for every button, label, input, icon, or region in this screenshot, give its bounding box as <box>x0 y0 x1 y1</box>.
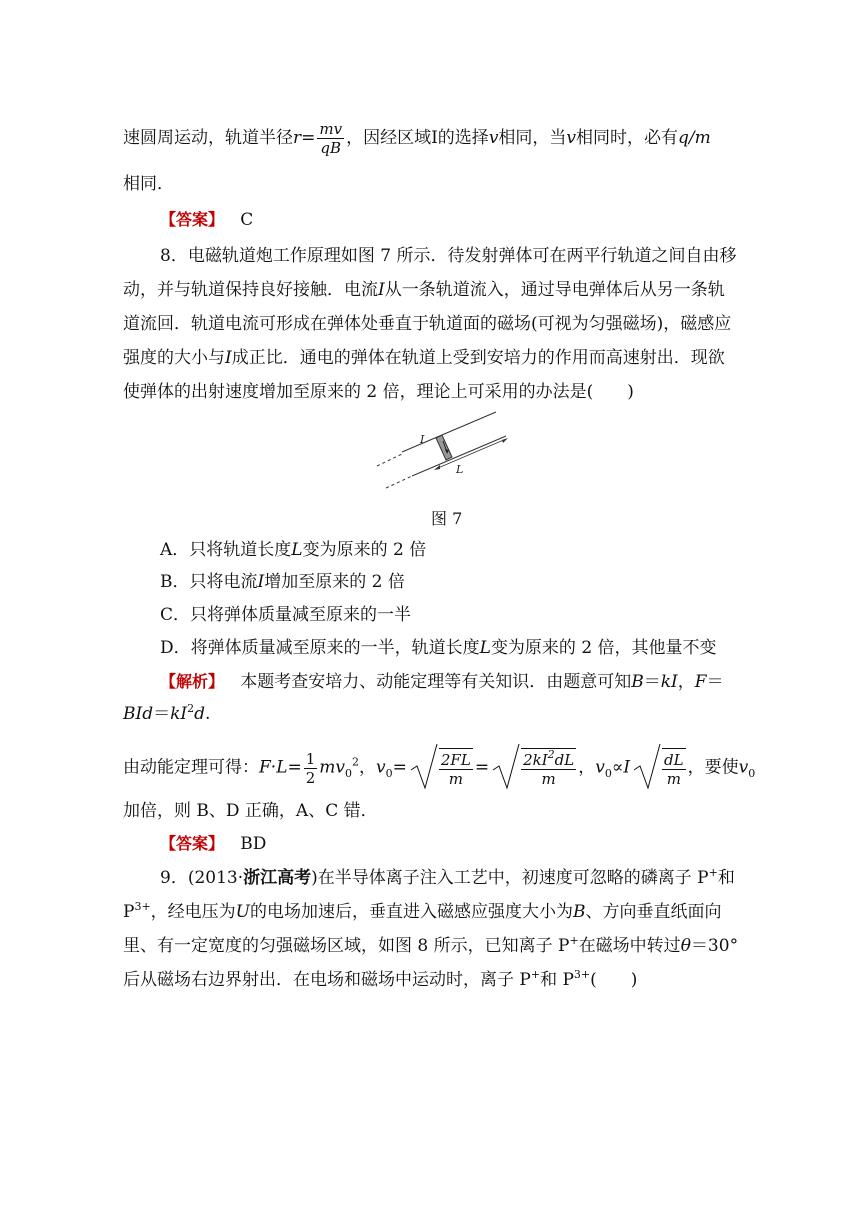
eq: = <box>287 757 302 778</box>
radical-sign <box>409 742 439 792</box>
var-v0: v <box>376 757 386 778</box>
option-a <box>160 538 426 562</box>
text: B．只将电流 <box>160 572 258 592</box>
text: A．只将轨道长度 <box>160 540 292 560</box>
comma: ， <box>359 757 377 778</box>
answer-tag: 【答案】 <box>160 210 225 229</box>
frac-den: m <box>541 770 556 788</box>
frac-num <box>521 748 576 770</box>
rail-gun-diagram <box>372 408 532 494</box>
text: 后从磁场右边界射出．在电场和磁场中运动时，离子 P <box>123 970 531 990</box>
fraction <box>662 748 686 788</box>
frac-num: mv <box>319 120 343 138</box>
var-I: I <box>257 572 265 592</box>
text: 强度的大小与 <box>123 348 225 368</box>
answer-7 <box>160 208 253 232</box>
rail-lower-dashed <box>386 476 412 488</box>
comma: ， <box>578 757 596 778</box>
var-L: L <box>479 638 491 658</box>
text: 动，并与轨道保持良好接触．电流 <box>123 280 378 300</box>
var-U: U <box>235 902 250 922</box>
text: 里、有一定宽度的匀强磁场区域，如图 8 所示，已知离子 P <box>123 936 570 956</box>
sup: + <box>569 934 579 947</box>
var-BId: BId <box>123 704 154 724</box>
text: P <box>123 902 135 922</box>
var-qm: q/m <box>678 128 711 148</box>
sup: 3+ <box>134 900 151 913</box>
text: 增加至原来的 2 倍 <box>264 572 405 592</box>
q9-line-1 <box>160 866 735 890</box>
sqrt-dL-m <box>632 748 686 788</box>
figure-7-rail-gun <box>372 408 532 498</box>
radical-sign <box>491 742 521 792</box>
q8-line-4 <box>123 346 725 370</box>
text: ( ) <box>590 970 638 990</box>
figure-caption: 图 7 <box>431 509 463 528</box>
var-B: B <box>573 902 586 922</box>
analysis-tag: 【解析】 <box>160 672 225 691</box>
sub: 0 <box>345 766 353 780</box>
text: 2kI <box>523 751 548 769</box>
text: ，经电压为 <box>150 902 236 922</box>
frac-den: qB <box>320 139 342 157</box>
var-v0: v <box>595 757 605 778</box>
rail-upper-dashed <box>377 454 402 466</box>
answer-8 <box>160 832 266 856</box>
q9-line-4 <box>123 968 637 992</box>
sup: 3+ <box>573 968 591 981</box>
frac-den: m <box>666 770 681 788</box>
eq: ＝ <box>706 672 724 692</box>
text: 变为原来的 2 倍，其他量不变 <box>490 638 717 658</box>
eq: = <box>474 757 490 778</box>
text: 和 <box>717 868 735 888</box>
sup: + <box>708 866 718 879</box>
frac-num: 1 <box>305 749 316 768</box>
radical-sign <box>632 742 662 792</box>
text: 变为原来的 2 倍 <box>302 540 427 560</box>
sub: 0 <box>385 766 393 780</box>
source-tag: 浙江高考 <box>243 868 312 888</box>
fraction <box>521 748 576 788</box>
option-b <box>160 570 405 594</box>
label-L: L <box>456 463 464 476</box>
prev-solution-line-1 <box>123 120 711 157</box>
text: 成正比．通电的弹体在轨道上受到安培力的作用而高速射出．现欲 <box>231 348 725 368</box>
sqrt-2FL-m <box>409 748 473 788</box>
eq: ＝ <box>643 672 661 692</box>
text: ＝30° <box>690 936 739 956</box>
text: ，因经区域Ⅰ的选择 <box>346 128 489 148</box>
option-d <box>160 636 717 660</box>
q8-line-3: 道流回．轨道电流可形成在弹体处垂直于轨道面的磁场(可视为匀强磁场)，磁感应 <box>123 314 732 334</box>
analysis-8-line-4: 加倍，则 B、D 正确，A、C 错． <box>123 801 378 821</box>
eq: = <box>392 757 407 778</box>
sup: 2 <box>547 748 555 761</box>
text: 在磁场中转过 <box>578 936 681 956</box>
text: 从一条轨道流入，通过导电弹体后从另一条轨 <box>384 280 725 300</box>
answer-value: BD <box>240 834 267 854</box>
analysis-8-line-1 <box>160 670 724 694</box>
eq: ＝ <box>153 704 171 724</box>
q8-line-5: 使弹体的出射速度增加至原来的 2 倍，理论上可采用的办法是( ) <box>123 382 634 402</box>
text: 相同，当 <box>498 128 567 148</box>
text: 9．(2013· <box>160 868 244 888</box>
text: )在半导体离子注入工艺中，初速度可忽略的磷离子 P <box>311 868 709 888</box>
q8-line-2 <box>123 278 725 302</box>
frac-num: 2FL <box>440 751 471 769</box>
var-I: I <box>378 280 385 300</box>
analysis-8-line-2 <box>123 702 210 726</box>
q8-line-1: 8．电磁轨道炮工作原理如图 7 所示．待发射弹体可在两平行轨道之间自由移 <box>160 246 737 266</box>
text: 、方向垂直纸面向 <box>585 902 722 922</box>
prev-solution-line-2: 相同． <box>123 174 174 194</box>
text: 的电场加速后，垂直进入磁感应强度大小为 <box>250 902 573 922</box>
text: 和 P <box>540 970 574 990</box>
var-kI: kI <box>660 672 678 692</box>
projectile <box>436 435 452 460</box>
var-v: v <box>488 128 499 148</box>
var-I: I <box>623 757 631 778</box>
frac-den: m <box>448 770 463 788</box>
frac-num: dL <box>664 751 684 769</box>
sub: 0 <box>604 766 612 780</box>
var-mv: mv <box>319 757 346 778</box>
proportional: ∝ <box>611 757 624 778</box>
fraction-mv-qB <box>317 120 344 157</box>
fraction-half <box>304 750 318 787</box>
text: D．将弹体质量减至原来的一半，轨道长度 <box>160 638 480 658</box>
text: 由动能定理可得： <box>123 757 259 778</box>
label-I: I <box>420 433 425 446</box>
sqrt-2kI2dL-m <box>491 748 576 788</box>
var-B: B <box>631 672 644 692</box>
sup: 2 <box>352 755 360 769</box>
var-v0: v <box>738 757 749 778</box>
var-r: r <box>293 128 302 148</box>
period: . <box>205 704 211 724</box>
sup: + <box>530 968 541 981</box>
var-d: d <box>194 704 206 724</box>
text: dL <box>554 751 575 769</box>
answer-tag: 【答案】 <box>160 834 225 853</box>
text: 速圆周运动，轨道半径 <box>123 128 293 148</box>
var-F: F <box>694 672 707 692</box>
q9-line-3 <box>123 934 738 958</box>
var-I: I <box>225 348 232 368</box>
text: 本题考查安培力、动能定理等有关知识．由题意可知 <box>240 672 632 692</box>
eq: = <box>301 128 316 148</box>
var-L: L <box>291 540 303 560</box>
frac-den: 2 <box>305 768 316 787</box>
fraction <box>439 748 473 788</box>
analysis-8-line-3 <box>123 748 755 788</box>
var-FL: F·L <box>259 757 288 778</box>
length-arrow-tail <box>502 438 508 443</box>
option-c: C．只将弹体质量减至原来的一半 <box>160 605 412 625</box>
var-theta: θ <box>680 936 691 956</box>
text: ，要使 <box>687 757 739 778</box>
sup: 2 <box>187 702 195 715</box>
answer-value: C <box>240 210 254 230</box>
var-kI: kI <box>170 704 188 724</box>
var-v: v <box>566 128 577 148</box>
comma: ， <box>677 672 695 692</box>
text: 相同时，必有 <box>576 128 679 148</box>
sub: 0 <box>748 766 756 780</box>
q9-line-2 <box>123 900 722 924</box>
